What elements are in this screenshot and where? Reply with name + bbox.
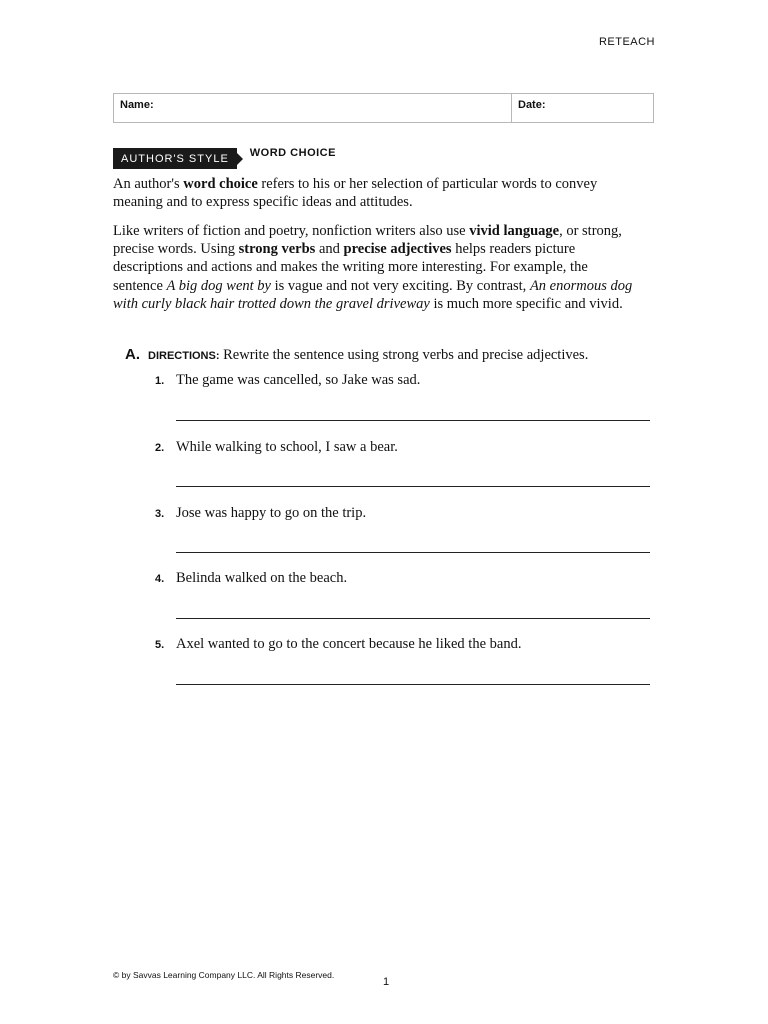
answer-line-2[interactable] <box>176 486 650 487</box>
reteach-label: RETEACH <box>598 36 655 48</box>
list-item <box>155 570 347 587</box>
item-text: Jose was happy to go on the trip. <box>176 505 367 521</box>
name-label: Name: <box>120 99 154 111</box>
intro-paragraph-2 <box>113 222 633 313</box>
list-item <box>155 505 366 522</box>
answer-line-1[interactable] <box>176 420 650 421</box>
term-word-choice: word choice <box>183 176 258 192</box>
name-field[interactable] <box>114 94 512 122</box>
item-number: 4. <box>155 573 165 585</box>
list-item <box>155 372 420 389</box>
answer-line-3[interactable] <box>176 552 650 553</box>
item-number: 5. <box>155 639 165 651</box>
item-text: While walking to school, I saw a bear. <box>176 439 398 455</box>
text-run: An author's <box>113 176 184 192</box>
authors-style-badge: AUTHOR'S STYLE <box>113 148 237 169</box>
text-run: is vague and not very exciting. By contrast, <box>271 277 530 294</box>
date-label: Date: <box>518 99 546 111</box>
list-item <box>155 636 521 653</box>
copyright-notice: © by Savvas Learning Company LLC. All Rights Reserved. <box>113 970 335 980</box>
directions <box>125 346 588 364</box>
answer-line-5[interactable] <box>176 684 650 685</box>
item-number: 3. <box>155 508 165 520</box>
name-date-box <box>113 93 654 123</box>
item-text: Axel wanted to go to the concert because he liked the band. <box>176 636 522 652</box>
item-text: The game was cancelled, so Jake was sad. <box>176 372 421 388</box>
item-number: 2. <box>155 442 165 454</box>
item-number: 1. <box>155 375 165 387</box>
term-precise-adjectives: precise adjectives <box>343 241 452 258</box>
page-number: 1 <box>383 976 390 988</box>
date-field[interactable] <box>512 94 653 122</box>
activity-letter: A. <box>125 346 140 363</box>
directions-text: Rewrite the sentence using strong verbs and precise adjectives. <box>219 347 589 363</box>
text-run: is much more specific and vivid. <box>429 295 623 312</box>
term-vivid-language: vivid language <box>469 223 560 239</box>
text-run: , or strong, precise words. Using <box>113 223 622 258</box>
section-title: WORD CHOICE <box>249 147 336 159</box>
text-run: helps readers picture descriptions and actions and makes the writing more interesting. For example, the sentence <box>113 241 588 294</box>
text-run: and <box>315 241 344 258</box>
answer-line-4[interactable] <box>176 618 650 619</box>
text-run: Like writers of fiction and poetry, nonfiction writers also use <box>113 223 470 239</box>
term-strong-verbs: strong verbs <box>238 241 316 258</box>
section-header <box>113 147 336 169</box>
list-item <box>155 439 398 456</box>
item-text: Belinda walked on the beach. <box>176 570 348 586</box>
intro-paragraph-1 <box>113 175 633 211</box>
text-run: refers to his or her selection of particular words to convey meaning and to express specific ideas and attitudes. <box>113 176 598 211</box>
example-vivid: An enormous dog with curly black hair trotted down the gravel driveway <box>113 277 633 312</box>
example-vague: A big dog went by <box>166 277 271 294</box>
directions-label: DIRECTIONS: <box>148 350 220 362</box>
